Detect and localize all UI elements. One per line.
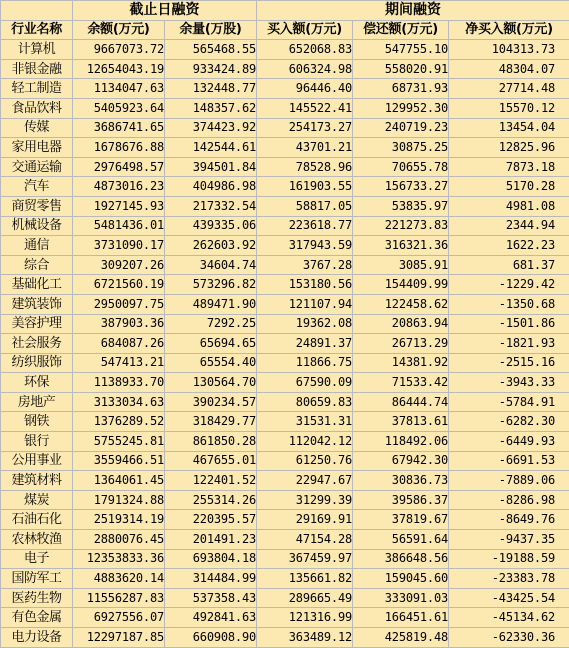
table-row <box>1 569 569 589</box>
balance-cell: 12297187.85 <box>73 628 165 648</box>
table-row <box>1 334 569 354</box>
balance-cell: 12654043.19 <box>73 59 165 79</box>
industry-cell: 银行 <box>1 432 73 452</box>
volume-cell: 130564.70 <box>165 373 257 393</box>
net-buy-cell: 4981.08 <box>449 196 569 216</box>
table-row <box>1 510 569 530</box>
repay-cell: 333091.03 <box>353 588 449 608</box>
industry-cell: 电力设备 <box>1 628 73 648</box>
buy-cell: 29169.91 <box>257 510 353 530</box>
balance-cell: 5481436.01 <box>73 216 165 236</box>
repay-cell: 20863.94 <box>353 314 449 334</box>
table-row <box>1 40 569 60</box>
buy-cell: 112042.12 <box>257 432 353 452</box>
repay-cell: 14381.92 <box>353 353 449 373</box>
industry-cell: 环保 <box>1 373 73 393</box>
table-row <box>1 628 569 648</box>
repay-cell: 122458.62 <box>353 294 449 314</box>
repay-cell: 37819.67 <box>353 510 449 530</box>
repay-cell: 56591.64 <box>353 530 449 550</box>
repay-cell: 70655.78 <box>353 157 449 177</box>
volume-cell: 693804.18 <box>165 549 257 569</box>
buy-cell: 80659.83 <box>257 392 353 412</box>
repay-cell: 166451.61 <box>353 608 449 628</box>
balance-cell: 1678676.88 <box>73 138 165 158</box>
buy-cell: 31299.39 <box>257 490 353 510</box>
net-buy-cell: -23383.78 <box>449 569 569 589</box>
volume-cell: 255314.26 <box>165 490 257 510</box>
buy-cell: 31531.31 <box>257 412 353 432</box>
table-row <box>1 471 569 491</box>
industry-cell: 家用电器 <box>1 138 73 158</box>
buy-cell: 43701.21 <box>257 138 353 158</box>
repay-cell: 39586.37 <box>353 490 449 510</box>
balance-cell: 2950097.75 <box>73 294 165 314</box>
volume-cell: 34604.74 <box>165 255 257 275</box>
volume-cell: 467655.01 <box>165 451 257 471</box>
buy-cell: 652068.83 <box>257 40 353 60</box>
industry-cell: 非银金融 <box>1 59 73 79</box>
volume-cell: 439335.06 <box>165 216 257 236</box>
table-row <box>1 530 569 550</box>
buy-cell: 363489.12 <box>257 628 353 648</box>
industry-cell: 农林牧渔 <box>1 530 73 550</box>
repay-cell: 118492.06 <box>353 432 449 452</box>
net-buy-cell: -8649.76 <box>449 510 569 530</box>
balance-cell: 3559466.51 <box>73 451 165 471</box>
column-header-repay: 偿还额(万元) <box>353 20 449 40</box>
column-header-industry: 行业名称 <box>1 20 73 40</box>
volume-cell: 217332.54 <box>165 196 257 216</box>
volume-cell: 122401.52 <box>165 471 257 491</box>
net-buy-cell: -3943.33 <box>449 373 569 393</box>
volume-cell: 394501.84 <box>165 157 257 177</box>
industry-cell: 食品饮料 <box>1 98 73 118</box>
net-buy-cell: -43425.54 <box>449 588 569 608</box>
repay-cell: 425819.48 <box>353 628 449 648</box>
net-buy-cell: -9437.35 <box>449 530 569 550</box>
column-header-buy: 买入额(万元) <box>257 20 353 40</box>
table-row <box>1 412 569 432</box>
balance-cell: 5405923.64 <box>73 98 165 118</box>
net-buy-cell: -2515.16 <box>449 353 569 373</box>
balance-cell: 4873016.23 <box>73 177 165 197</box>
table-row <box>1 294 569 314</box>
net-buy-cell: 7873.18 <box>449 157 569 177</box>
industry-cell: 综合 <box>1 255 73 275</box>
balance-cell: 2976498.57 <box>73 157 165 177</box>
volume-cell: 201491.23 <box>165 530 257 550</box>
repay-cell: 316321.36 <box>353 236 449 256</box>
volume-cell: 314484.99 <box>165 569 257 589</box>
volume-cell: 390234.57 <box>165 392 257 412</box>
repay-cell: 53835.97 <box>353 196 449 216</box>
industry-cell: 房地产 <box>1 392 73 412</box>
table-row <box>1 138 569 158</box>
volume-cell: 142544.61 <box>165 138 257 158</box>
balance-cell: 1364061.45 <box>73 471 165 491</box>
buy-cell: 58817.05 <box>257 196 353 216</box>
repay-cell: 26713.29 <box>353 334 449 354</box>
table-row <box>1 588 569 608</box>
table-row <box>1 177 569 197</box>
net-buy-cell: 12825.96 <box>449 138 569 158</box>
industry-cell: 美容护理 <box>1 314 73 334</box>
balance-cell: 3686741.65 <box>73 118 165 138</box>
buy-cell: 78528.96 <box>257 157 353 177</box>
table-row <box>1 314 569 334</box>
buy-cell: 223618.77 <box>257 216 353 236</box>
balance-cell: 387903.36 <box>73 314 165 334</box>
buy-cell: 367459.97 <box>257 549 353 569</box>
industry-cell: 钢铁 <box>1 412 73 432</box>
buy-cell: 22947.67 <box>257 471 353 491</box>
table-row <box>1 373 569 393</box>
table-row <box>1 490 569 510</box>
balance-cell: 2880076.45 <box>73 530 165 550</box>
balance-cell: 2519314.19 <box>73 510 165 530</box>
balance-cell: 1376289.52 <box>73 412 165 432</box>
repay-cell: 386648.56 <box>353 549 449 569</box>
industry-cell: 机械设备 <box>1 216 73 236</box>
balance-cell: 12353833.36 <box>73 549 165 569</box>
repay-cell: 558020.91 <box>353 59 449 79</box>
balance-cell: 1134047.63 <box>73 79 165 99</box>
net-buy-cell: 681.37 <box>449 255 569 275</box>
net-buy-cell: -1821.93 <box>449 334 569 354</box>
buy-cell: 121316.99 <box>257 608 353 628</box>
net-buy-cell: -45134.62 <box>449 608 569 628</box>
buy-cell: 11866.75 <box>257 353 353 373</box>
volume-cell: 318429.77 <box>165 412 257 432</box>
table-row <box>1 275 569 295</box>
buy-cell: 3767.28 <box>257 255 353 275</box>
table-row <box>1 392 569 412</box>
net-buy-cell: -1501.86 <box>449 314 569 334</box>
industry-cell: 公用事业 <box>1 451 73 471</box>
buy-cell: 254173.27 <box>257 118 353 138</box>
balance-cell: 5755245.81 <box>73 432 165 452</box>
industry-cell: 轻工制造 <box>1 79 73 99</box>
table-row <box>1 98 569 118</box>
net-buy-cell: -6691.53 <box>449 451 569 471</box>
net-buy-cell: -1229.42 <box>449 275 569 295</box>
balance-cell: 684087.26 <box>73 334 165 354</box>
table-row <box>1 432 569 452</box>
volume-cell: 933424.89 <box>165 59 257 79</box>
repay-cell: 240719.23 <box>353 118 449 138</box>
balance-cell: 4883620.14 <box>73 569 165 589</box>
repay-cell: 129952.30 <box>353 98 449 118</box>
table-row <box>1 255 569 275</box>
net-buy-cell: -8286.98 <box>449 490 569 510</box>
repay-cell: 37813.61 <box>353 412 449 432</box>
industry-cell: 电子 <box>1 549 73 569</box>
net-buy-cell: 13454.04 <box>449 118 569 138</box>
repay-cell: 86444.74 <box>353 392 449 412</box>
volume-cell: 573296.82 <box>165 275 257 295</box>
volume-cell: 132448.77 <box>165 79 257 99</box>
industry-cell: 传媒 <box>1 118 73 138</box>
group-header-blank <box>1 1 73 21</box>
buy-cell: 19362.08 <box>257 314 353 334</box>
industry-cell: 建筑装饰 <box>1 294 73 314</box>
column-header-row <box>1 20 569 40</box>
volume-cell: 660908.90 <box>165 628 257 648</box>
volume-cell: 262603.92 <box>165 236 257 256</box>
industry-cell: 计算机 <box>1 40 73 60</box>
net-buy-cell: -5784.91 <box>449 392 569 412</box>
volume-cell: 220395.57 <box>165 510 257 530</box>
buy-cell: 153180.56 <box>257 275 353 295</box>
table-row <box>1 451 569 471</box>
balance-cell: 1927145.93 <box>73 196 165 216</box>
table-row <box>1 216 569 236</box>
balance-cell: 9667073.72 <box>73 40 165 60</box>
column-header-net-buy: 净买入额(万元) <box>449 20 569 40</box>
net-buy-cell: 1622.23 <box>449 236 569 256</box>
table-body <box>1 40 569 647</box>
net-buy-cell: -6449.93 <box>449 432 569 452</box>
buy-cell: 145522.41 <box>257 98 353 118</box>
net-buy-cell: 104313.73 <box>449 40 569 60</box>
column-header-volume: 余量(万股) <box>165 20 257 40</box>
table-row <box>1 118 569 138</box>
repay-cell: 68731.93 <box>353 79 449 99</box>
balance-cell: 3731090.17 <box>73 236 165 256</box>
volume-cell: 489471.90 <box>165 294 257 314</box>
volume-cell: 65694.65 <box>165 334 257 354</box>
buy-cell: 289665.49 <box>257 588 353 608</box>
table-row <box>1 196 569 216</box>
repay-cell: 547755.10 <box>353 40 449 60</box>
net-buy-cell: 5170.28 <box>449 177 569 197</box>
balance-cell: 6927556.07 <box>73 608 165 628</box>
buy-cell: 67590.09 <box>257 373 353 393</box>
buy-cell: 24891.37 <box>257 334 353 354</box>
net-buy-cell: 2344.94 <box>449 216 569 236</box>
net-buy-cell: 15570.12 <box>449 98 569 118</box>
table-row <box>1 79 569 99</box>
balance-cell: 1791324.88 <box>73 490 165 510</box>
net-buy-cell: -6282.30 <box>449 412 569 432</box>
industry-cell: 商贸零售 <box>1 196 73 216</box>
balance-cell: 1138933.70 <box>73 373 165 393</box>
table-row <box>1 59 569 79</box>
balance-cell: 6721560.19 <box>73 275 165 295</box>
balance-cell: 3133034.63 <box>73 392 165 412</box>
repay-cell: 154409.99 <box>353 275 449 295</box>
net-buy-cell: -62330.36 <box>449 628 569 648</box>
repay-cell: 30836.73 <box>353 471 449 491</box>
net-buy-cell: -7889.06 <box>449 471 569 491</box>
table-row <box>1 157 569 177</box>
column-header-balance: 余额(万元) <box>73 20 165 40</box>
buy-cell: 317943.59 <box>257 236 353 256</box>
net-buy-cell: 48304.07 <box>449 59 569 79</box>
volume-cell: 537358.43 <box>165 588 257 608</box>
net-buy-cell: 27714.48 <box>449 79 569 99</box>
repay-cell: 71533.42 <box>353 373 449 393</box>
industry-cell: 有色金属 <box>1 608 73 628</box>
industry-cell: 纺织服饰 <box>1 353 73 373</box>
buy-cell: 135661.82 <box>257 569 353 589</box>
repay-cell: 30875.25 <box>353 138 449 158</box>
industry-cell: 汽车 <box>1 177 73 197</box>
industry-cell: 煤炭 <box>1 490 73 510</box>
repay-cell: 156733.27 <box>353 177 449 197</box>
buy-cell: 61250.76 <box>257 451 353 471</box>
industry-cell: 国防军工 <box>1 569 73 589</box>
table-row <box>1 549 569 569</box>
volume-cell: 861850.28 <box>165 432 257 452</box>
repay-cell: 221273.83 <box>353 216 449 236</box>
repay-cell: 67942.30 <box>353 451 449 471</box>
industry-cell: 建筑材料 <box>1 471 73 491</box>
group-header-row <box>1 1 569 21</box>
industry-cell: 通信 <box>1 236 73 256</box>
industry-cell: 交通运输 <box>1 157 73 177</box>
volume-cell: 565468.55 <box>165 40 257 60</box>
net-buy-cell: -19188.59 <box>449 549 569 569</box>
volume-cell: 65554.40 <box>165 353 257 373</box>
balance-cell: 309207.26 <box>73 255 165 275</box>
balance-cell: 547413.21 <box>73 353 165 373</box>
industry-cell: 石油石化 <box>1 510 73 530</box>
industry-cell: 社会服务 <box>1 334 73 354</box>
balance-cell: 11556287.83 <box>73 588 165 608</box>
buy-cell: 96446.40 <box>257 79 353 99</box>
table-row <box>1 353 569 373</box>
buy-cell: 121107.94 <box>257 294 353 314</box>
buy-cell: 47154.28 <box>257 530 353 550</box>
volume-cell: 148357.62 <box>165 98 257 118</box>
volume-cell: 492841.63 <box>165 608 257 628</box>
repay-cell: 3085.91 <box>353 255 449 275</box>
net-buy-cell: -1350.68 <box>449 294 569 314</box>
buy-cell: 161903.55 <box>257 177 353 197</box>
buy-cell: 606324.98 <box>257 59 353 79</box>
group-header-as-of-date: 截止日融资 <box>73 1 257 21</box>
table-row <box>1 236 569 256</box>
volume-cell: 374423.92 <box>165 118 257 138</box>
group-header-period: 期间融资 <box>257 1 569 21</box>
repay-cell: 159045.60 <box>353 569 449 589</box>
industry-cell: 基础化工 <box>1 275 73 295</box>
volume-cell: 404986.98 <box>165 177 257 197</box>
table-row <box>1 608 569 628</box>
industry-cell: 医药生物 <box>1 588 73 608</box>
volume-cell: 7292.25 <box>165 314 257 334</box>
